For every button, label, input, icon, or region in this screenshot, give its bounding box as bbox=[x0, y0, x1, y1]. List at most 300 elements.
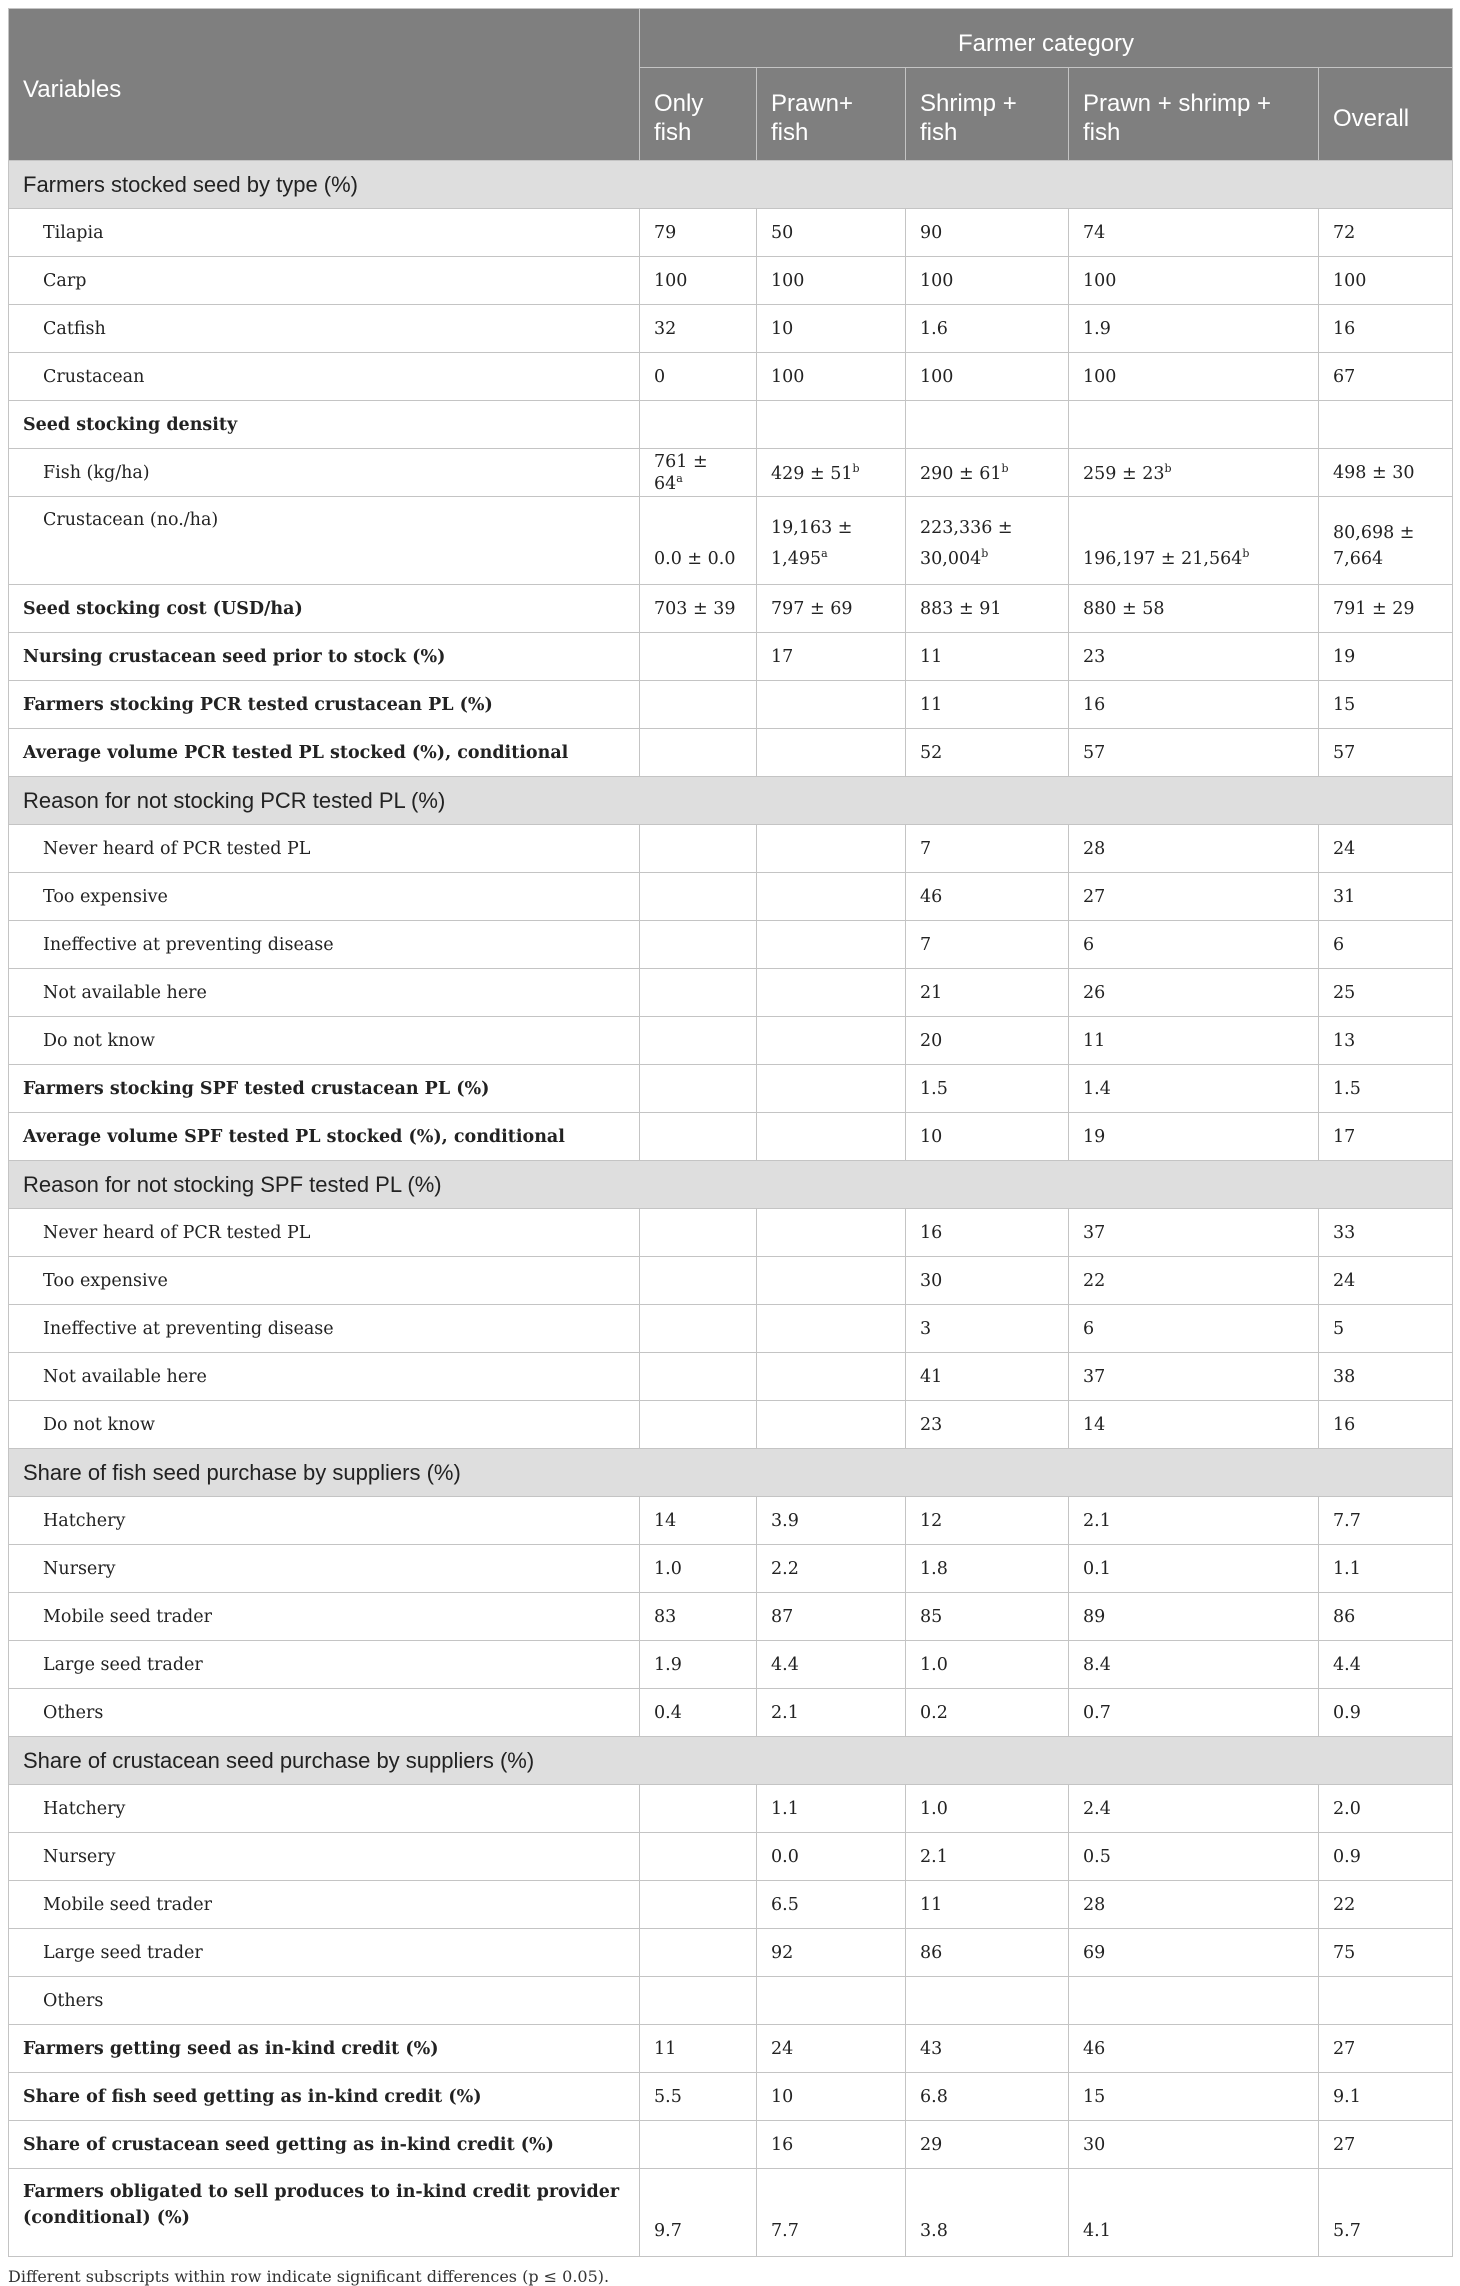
cell-value bbox=[1319, 1785, 1453, 1833]
cell-text: 86 bbox=[1333, 1606, 1356, 1627]
cell-value bbox=[757, 1401, 906, 1449]
cell-text: 11 bbox=[920, 694, 943, 715]
cell-value bbox=[757, 401, 906, 449]
cell-value bbox=[757, 449, 906, 497]
row-label: Do not know bbox=[9, 1017, 640, 1065]
cell-text: 85 bbox=[920, 1606, 943, 1627]
cell-value bbox=[1069, 2169, 1319, 2257]
cell-text: 10 bbox=[771, 318, 794, 339]
table-row bbox=[9, 729, 1453, 777]
cell-value bbox=[640, 1209, 757, 1257]
cell-text: 15 bbox=[1083, 2086, 1106, 2107]
cell-value bbox=[640, 1017, 757, 1065]
row-label: Nursery bbox=[9, 1833, 640, 1881]
cell-text: 6.5 bbox=[771, 1894, 799, 1915]
row-label: Do not know bbox=[9, 1401, 640, 1449]
cell-value bbox=[1319, 1593, 1453, 1641]
row-label: Ineffective at preventing disease bbox=[9, 1305, 640, 1353]
cell-text: 37 bbox=[1083, 1366, 1106, 1387]
row-label: Farmers stocking PCR tested crustacean PL (%) bbox=[9, 681, 640, 729]
cell-value bbox=[757, 497, 906, 585]
cell-value bbox=[1069, 1305, 1319, 1353]
cell-text: 0 bbox=[654, 366, 666, 387]
cell-text: 9.7 bbox=[654, 2221, 682, 2241]
significance-superscript: a bbox=[821, 547, 828, 561]
cell-text: 2.0 bbox=[1333, 1798, 1361, 1819]
table-header bbox=[9, 9, 1453, 161]
cell-value bbox=[906, 2025, 1069, 2073]
cell-value bbox=[1069, 2073, 1319, 2121]
cell-value bbox=[906, 1305, 1069, 1353]
cell-text: 7 bbox=[920, 838, 932, 859]
cell-value bbox=[1069, 1401, 1319, 1449]
cell-value bbox=[906, 969, 1069, 1017]
cell-value bbox=[757, 1977, 906, 2025]
cell-text: 24 bbox=[1333, 1270, 1356, 1291]
table-row bbox=[9, 825, 1453, 873]
table-row bbox=[9, 969, 1453, 1017]
cell-text: 7 bbox=[920, 934, 932, 955]
cell-text: 0.1 bbox=[1083, 1558, 1111, 1579]
cell-text: 32 bbox=[654, 318, 677, 339]
cell-value bbox=[757, 1209, 906, 1257]
cell-value bbox=[906, 1545, 1069, 1593]
cell-text: 290 ± 61 bbox=[920, 463, 1002, 484]
cell-text: 14 bbox=[1083, 1414, 1106, 1435]
table-row bbox=[9, 2073, 1453, 2121]
cell-value bbox=[1319, 921, 1453, 969]
row-label: Tilapia bbox=[9, 209, 640, 257]
cell-text: 80,698 ± 7,664 bbox=[1333, 523, 1415, 569]
cell-text: 7.7 bbox=[771, 2221, 799, 2241]
cell-text: 92 bbox=[771, 1942, 794, 1963]
cell-value bbox=[757, 2025, 906, 2073]
table-row bbox=[9, 873, 1453, 921]
cell-value bbox=[906, 1257, 1069, 1305]
cell-value bbox=[1319, 1257, 1453, 1305]
cell-value bbox=[906, 1065, 1069, 1113]
cell-value bbox=[757, 1257, 906, 1305]
header-col-overall: Overall bbox=[1319, 68, 1453, 161]
cell-text: 26 bbox=[1083, 982, 1106, 1003]
cell-value bbox=[1069, 1689, 1319, 1737]
cell-value bbox=[1319, 633, 1453, 681]
cell-text: 1.1 bbox=[771, 1798, 799, 1819]
cell-text: 100 bbox=[771, 270, 805, 291]
table-row bbox=[9, 1929, 1453, 1977]
row-label: Not available here bbox=[9, 1353, 640, 1401]
cell-value bbox=[1069, 449, 1319, 497]
table-row bbox=[9, 633, 1453, 681]
cell-value bbox=[906, 353, 1069, 401]
cell-text: 13 bbox=[1333, 1030, 1356, 1051]
table-row bbox=[9, 1257, 1453, 1305]
cell-value bbox=[1319, 2121, 1453, 2169]
row-label: Seed stocking cost (USD/ha) bbox=[9, 585, 640, 633]
cell-value bbox=[1319, 873, 1453, 921]
section-header: Share of fish seed purchase by suppliers (%) bbox=[9, 1449, 1453, 1497]
cell-value bbox=[1319, 2025, 1453, 2073]
cell-value bbox=[1319, 1977, 1453, 2025]
cell-value bbox=[757, 921, 906, 969]
cell-text: 38 bbox=[1333, 1366, 1356, 1387]
cell-value bbox=[1319, 353, 1453, 401]
cell-text: 883 ± 91 bbox=[920, 598, 1002, 619]
row-label: Too expensive bbox=[9, 873, 640, 921]
section-header-row bbox=[9, 777, 1453, 825]
table-row bbox=[9, 209, 1453, 257]
cell-value bbox=[757, 2073, 906, 2121]
cell-text: 22 bbox=[1333, 1894, 1356, 1915]
cell-text: 15 bbox=[1333, 694, 1356, 715]
cell-value bbox=[1319, 1881, 1453, 1929]
cell-value bbox=[1319, 497, 1453, 585]
cell-value bbox=[1069, 1209, 1319, 1257]
table-row bbox=[9, 1065, 1453, 1113]
cell-value bbox=[906, 2121, 1069, 2169]
cell-value bbox=[906, 1401, 1069, 1449]
cell-text: 3.8 bbox=[920, 2221, 948, 2241]
cell-text: 33 bbox=[1333, 1222, 1356, 1243]
cell-value bbox=[1069, 209, 1319, 257]
cell-value bbox=[1319, 2169, 1453, 2257]
table-row bbox=[9, 1785, 1453, 1833]
cell-text: 27 bbox=[1083, 886, 1106, 907]
row-label: Crustacean bbox=[9, 353, 640, 401]
cell-text: 791 ± 29 bbox=[1333, 598, 1415, 619]
cell-text: 1.9 bbox=[1083, 318, 1111, 339]
cell-text: 100 bbox=[771, 366, 805, 387]
row-label: Others bbox=[9, 1689, 640, 1737]
section-header: Farmers stocked seed by type (%) bbox=[9, 161, 1453, 209]
cell-text: 5.7 bbox=[1333, 2221, 1361, 2241]
table-row bbox=[9, 2121, 1453, 2169]
row-label: Seed stocking density bbox=[9, 401, 640, 449]
cell-value bbox=[1319, 209, 1453, 257]
cell-text: 16 bbox=[1333, 318, 1356, 339]
cell-text: 28 bbox=[1083, 838, 1106, 859]
cell-text: 19 bbox=[1083, 1126, 1106, 1147]
cell-value bbox=[757, 873, 906, 921]
cell-text: 72 bbox=[1333, 222, 1356, 243]
cell-value bbox=[640, 921, 757, 969]
cell-text: 30 bbox=[1083, 2134, 1106, 2155]
cell-text: 1.5 bbox=[1333, 1078, 1361, 1099]
cell-text: 0.9 bbox=[1333, 1846, 1361, 1867]
cell-value bbox=[640, 2121, 757, 2169]
cell-value bbox=[757, 305, 906, 353]
significance-superscript: b bbox=[1164, 461, 1172, 475]
header-variables: Variables bbox=[9, 9, 640, 161]
cell-value bbox=[640, 2169, 757, 2257]
cell-value bbox=[906, 1209, 1069, 1257]
cell-text: 10 bbox=[771, 2086, 794, 2107]
cell-text: 43 bbox=[920, 2038, 943, 2059]
cell-value bbox=[1319, 681, 1453, 729]
cell-value bbox=[640, 1497, 757, 1545]
cell-value bbox=[906, 2169, 1069, 2257]
cell-value bbox=[1069, 2025, 1319, 2073]
cell-value bbox=[1069, 353, 1319, 401]
cell-value bbox=[1319, 825, 1453, 873]
cell-text: 69 bbox=[1083, 1942, 1106, 1963]
cell-value bbox=[640, 1833, 757, 1881]
cell-value bbox=[640, 449, 757, 497]
cell-text: 100 bbox=[920, 270, 954, 291]
cell-text: 797 ± 69 bbox=[771, 598, 853, 619]
cell-text: 41 bbox=[920, 1366, 943, 1387]
row-label: Catfish bbox=[9, 305, 640, 353]
table-row bbox=[9, 585, 1453, 633]
significance-superscript: b bbox=[852, 461, 860, 475]
cell-text: 28 bbox=[1083, 1894, 1106, 1915]
row-label: Hatchery bbox=[9, 1785, 640, 1833]
cell-value bbox=[906, 1977, 1069, 2025]
cell-text: 1.0 bbox=[920, 1654, 948, 1675]
cell-text: 0.9 bbox=[1333, 1702, 1361, 1723]
cell-value bbox=[640, 1785, 757, 1833]
table-row bbox=[9, 1497, 1453, 1545]
cell-text: 46 bbox=[920, 886, 943, 907]
cell-text: 10 bbox=[920, 1126, 943, 1147]
cell-text: 9.1 bbox=[1333, 2086, 1361, 2107]
row-label: Share of crustacean seed getting as in-kind credit (%) bbox=[9, 2121, 640, 2169]
cell-value bbox=[757, 1833, 906, 1881]
cell-value bbox=[640, 1353, 757, 1401]
cell-value bbox=[1069, 585, 1319, 633]
cell-value bbox=[640, 1401, 757, 1449]
cell-value bbox=[640, 1545, 757, 1593]
cell-value bbox=[906, 1593, 1069, 1641]
cell-text: 79 bbox=[654, 222, 677, 243]
table-footnote: Different subscripts within row indicate significant differences (p ≤ 0.05). bbox=[8, 2267, 610, 2286]
cell-text: 6 bbox=[1083, 1318, 1095, 1339]
cell-text: 429 ± 51 bbox=[771, 463, 853, 484]
cell-value bbox=[1319, 1929, 1453, 1977]
table-row bbox=[9, 1113, 1453, 1161]
cell-text: 259 ± 23 bbox=[1083, 463, 1165, 484]
cell-text: 0.5 bbox=[1083, 1846, 1111, 1867]
cell-text: 3 bbox=[920, 1318, 932, 1339]
cell-text: 11 bbox=[920, 646, 943, 667]
cell-text: 57 bbox=[1333, 742, 1356, 763]
cell-text: 1.1 bbox=[1333, 1558, 1361, 1579]
cell-value bbox=[757, 1353, 906, 1401]
table-row bbox=[9, 1689, 1453, 1737]
cell-text: 100 bbox=[1083, 366, 1117, 387]
cell-text: 16 bbox=[1083, 694, 1106, 715]
cell-value bbox=[906, 585, 1069, 633]
cell-text: 16 bbox=[920, 1222, 943, 1243]
table-row bbox=[9, 1305, 1453, 1353]
cell-value bbox=[906, 257, 1069, 305]
cell-value bbox=[640, 2025, 757, 2073]
cell-text: 24 bbox=[771, 2038, 794, 2059]
cell-text: 1.8 bbox=[920, 1558, 948, 1579]
cell-value bbox=[1319, 729, 1453, 777]
cell-value bbox=[1319, 969, 1453, 1017]
cell-text: 761 ± 64 bbox=[654, 451, 708, 494]
row-label: Others bbox=[9, 1977, 640, 2025]
significance-superscript: b bbox=[1001, 461, 1009, 475]
cell-value bbox=[906, 1881, 1069, 1929]
row-label: Nursing crustacean seed prior to stock (%) bbox=[9, 633, 640, 681]
significance-superscript: b bbox=[1242, 547, 1250, 561]
cell-value bbox=[757, 2121, 906, 2169]
cell-value bbox=[906, 1017, 1069, 1065]
cell-value bbox=[906, 729, 1069, 777]
cell-value bbox=[1069, 1497, 1319, 1545]
cell-text: 52 bbox=[920, 742, 943, 763]
cell-text: 74 bbox=[1083, 222, 1106, 243]
cell-text: 57 bbox=[1083, 742, 1106, 763]
cell-value bbox=[640, 681, 757, 729]
row-label: Not available here bbox=[9, 969, 640, 1017]
section-header-row bbox=[9, 1737, 1453, 1785]
cell-value bbox=[1069, 1017, 1319, 1065]
cell-value bbox=[1319, 585, 1453, 633]
cell-text: 6.8 bbox=[920, 2086, 948, 2107]
table-row bbox=[9, 1593, 1453, 1641]
cell-text: 0.4 bbox=[654, 1702, 682, 1723]
cell-value bbox=[1319, 1545, 1453, 1593]
cell-value bbox=[1319, 1065, 1453, 1113]
row-label: Too expensive bbox=[9, 1257, 640, 1305]
cell-text: 29 bbox=[920, 2134, 943, 2155]
cell-value bbox=[906, 2073, 1069, 2121]
row-label: Crustacean (no./ha) bbox=[9, 497, 640, 585]
cell-value bbox=[640, 353, 757, 401]
cell-value bbox=[640, 1929, 757, 1977]
row-label: Carp bbox=[9, 257, 640, 305]
cell-text: 23 bbox=[920, 1414, 943, 1435]
cell-text: 75 bbox=[1333, 1942, 1356, 1963]
cell-text: 1.6 bbox=[920, 318, 948, 339]
cell-value bbox=[1069, 1785, 1319, 1833]
table-row bbox=[9, 257, 1453, 305]
section-header: Reason for not stocking SPF tested PL (%) bbox=[9, 1161, 1453, 1209]
cell-text: 1.9 bbox=[654, 1654, 682, 1675]
cell-value bbox=[640, 401, 757, 449]
cell-value bbox=[757, 1593, 906, 1641]
row-label: Fish (kg/ha) bbox=[9, 449, 640, 497]
cell-text: 12 bbox=[920, 1510, 943, 1531]
cell-value bbox=[1069, 305, 1319, 353]
cell-value bbox=[757, 353, 906, 401]
cell-value bbox=[906, 449, 1069, 497]
table-row bbox=[9, 1881, 1453, 1929]
cell-text: 11 bbox=[1083, 1030, 1106, 1051]
cell-value bbox=[1319, 1497, 1453, 1545]
row-label: Share of fish seed getting as in-kind credit (%) bbox=[9, 2073, 640, 2121]
cell-value bbox=[757, 681, 906, 729]
cell-value bbox=[757, 825, 906, 873]
table-row bbox=[9, 497, 1453, 585]
cell-text: 6 bbox=[1083, 934, 1095, 955]
cell-value bbox=[1069, 969, 1319, 1017]
cell-value bbox=[1319, 1113, 1453, 1161]
cell-text: 2.1 bbox=[920, 1846, 948, 1867]
section-header: Reason for not stocking PCR tested PL (%) bbox=[9, 777, 1453, 825]
cell-text: 19,163 ± 1,495 bbox=[771, 518, 853, 569]
cell-value bbox=[757, 1305, 906, 1353]
cell-value bbox=[1069, 1065, 1319, 1113]
cell-text: 4.4 bbox=[771, 1654, 799, 1675]
cell-value bbox=[757, 2169, 906, 2257]
cell-value bbox=[906, 1497, 1069, 1545]
section-header-row bbox=[9, 161, 1453, 209]
table-row bbox=[9, 305, 1453, 353]
cell-value bbox=[640, 1641, 757, 1689]
cell-value bbox=[1069, 1929, 1319, 1977]
cell-value bbox=[1319, 1401, 1453, 1449]
table-row bbox=[9, 2025, 1453, 2073]
cell-value bbox=[906, 1785, 1069, 1833]
cell-value bbox=[757, 1929, 906, 1977]
cell-text: 2.1 bbox=[1083, 1510, 1111, 1531]
cell-text: 16 bbox=[771, 2134, 794, 2155]
cell-text: 14 bbox=[654, 1510, 677, 1531]
significance-superscript: a bbox=[676, 471, 683, 485]
cell-value bbox=[1069, 1881, 1319, 1929]
row-label: Ineffective at preventing disease bbox=[9, 921, 640, 969]
cell-value bbox=[1319, 1689, 1453, 1737]
cell-value bbox=[1319, 1833, 1453, 1881]
cell-value bbox=[1069, 1977, 1319, 2025]
cell-value bbox=[640, 1977, 757, 2025]
data-table bbox=[8, 8, 1453, 2257]
row-label: Nursery bbox=[9, 1545, 640, 1593]
table-row bbox=[9, 681, 1453, 729]
cell-text: 0.0 ± 0.0 bbox=[654, 549, 736, 569]
cell-text: 27 bbox=[1333, 2038, 1356, 2059]
cell-value bbox=[640, 305, 757, 353]
cell-value bbox=[757, 1785, 906, 1833]
cell-text: 7.7 bbox=[1333, 1510, 1361, 1531]
cell-text: 4.1 bbox=[1083, 2221, 1111, 2241]
cell-value bbox=[757, 729, 906, 777]
row-label: Farmers stocking SPF tested crustacean PL (%) bbox=[9, 1065, 640, 1113]
cell-value bbox=[640, 873, 757, 921]
cell-text: 498 ± 30 bbox=[1333, 462, 1415, 483]
cell-value bbox=[640, 1257, 757, 1305]
cell-text: 1.0 bbox=[920, 1798, 948, 1819]
cell-text: 17 bbox=[771, 646, 794, 667]
table-row bbox=[9, 401, 1453, 449]
cell-value bbox=[640, 1305, 757, 1353]
cell-value bbox=[1319, 257, 1453, 305]
cell-text: 89 bbox=[1083, 1606, 1106, 1627]
cell-value bbox=[1069, 401, 1319, 449]
table-row bbox=[9, 1977, 1453, 2025]
cell-value bbox=[906, 1833, 1069, 1881]
row-label: Hatchery bbox=[9, 1497, 640, 1545]
cell-value bbox=[1069, 1833, 1319, 1881]
cell-value bbox=[640, 1593, 757, 1641]
cell-value bbox=[1319, 449, 1453, 497]
cell-text: 19 bbox=[1333, 646, 1356, 667]
cell-value bbox=[757, 585, 906, 633]
cell-value bbox=[906, 1929, 1069, 1977]
cell-text: 2.2 bbox=[771, 1558, 799, 1579]
cell-value bbox=[1069, 257, 1319, 305]
table-row bbox=[9, 1833, 1453, 1881]
cell-value bbox=[1319, 1353, 1453, 1401]
cell-value bbox=[1319, 305, 1453, 353]
cell-value bbox=[757, 1017, 906, 1065]
cell-value bbox=[640, 1881, 757, 1929]
cell-text: 24 bbox=[1333, 838, 1356, 859]
